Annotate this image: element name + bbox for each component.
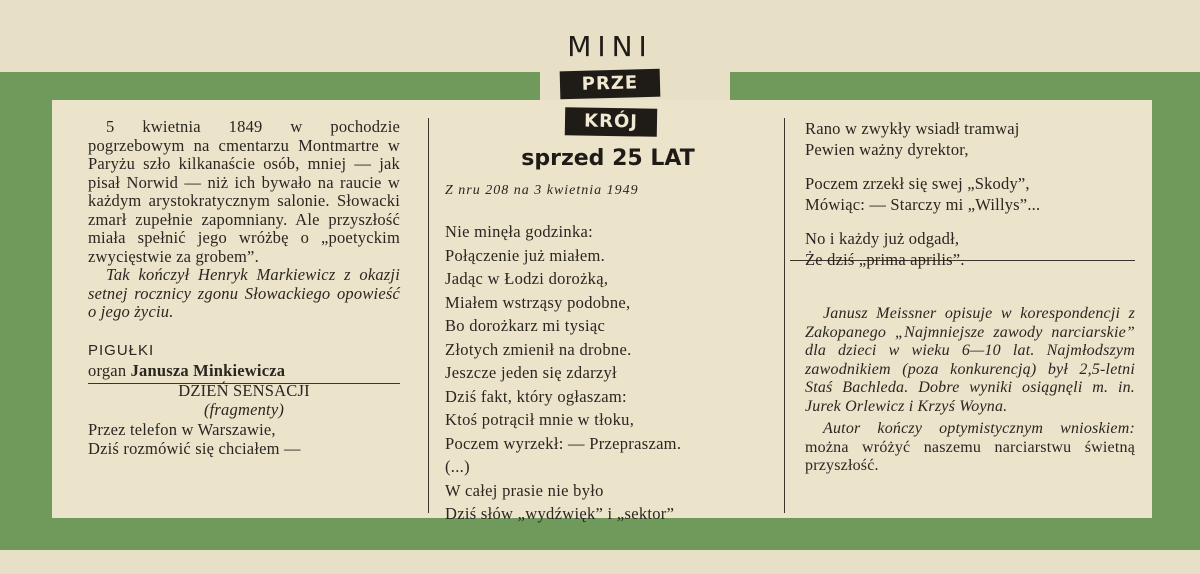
organ-prefix: organ [88,360,131,380]
poem-line: Złotych zmienił na drobne. [445,339,632,359]
poem-line: Rano w zwykły wsiadł tramwaj [805,119,1020,138]
przekroj-stamp-top: PRZE [560,69,661,100]
poem-stanza [805,118,1135,160]
organ-line [88,362,400,381]
mini-heading: MINI [567,30,653,63]
conclusion-paragraph [805,420,1135,476]
poem-line: Jadąc w Łodzi dorożką, [445,269,609,288]
sprzed-25-lat-heading: sprzed 25 LAT [521,146,695,171]
poem-line: Mówiąc: — Starczy mi „Willys”... [805,195,1041,214]
poem-stanza [805,228,1135,270]
poem-line: Bo dorożkarz mi tysiąc [445,316,606,335]
poem-line: Dziś słów „wydźwięk” i „sektor” [445,504,675,523]
column-divider-right [784,118,785,513]
poem-line: Dziś rozmówić się chciałem — [88,438,301,458]
meissner-paragraph: Janusz Meissner opisuje w korespondencji z Zakopanego „Najmniejsze zawody narciarskie” dla dzieci w wieku 6—10 lat. Najmłodszym zawodnikiem (poza konkurencją) był 2,5-letni Staś Bachleda. Dobre wyniki osiągnęli m. in. Jurek Orlewicz i Krzyś Woyna. [805,305,1135,415]
poem-line: Poczem zrzekł się swej „Skody”, [805,174,1030,193]
slowacki-paragraph: 5 kwietnia 1849 w pochodzie pogrzebowym na cmentarzu Montmartre w Paryżu szło kilkanaście osób, mniej — jak pisał Norwid — niż ich bywało na raucie w każdym arystokratycznym salonie. Słowacki zmarł zupełnie zapomniany. Ale przyszłość miała spełnić jego wróżbę o „poetyckim zwycięstwie za grobem”. [88,117,400,266]
pigulki-heading: PIGUŁKI [88,341,155,359]
poem-line: Miałem wstrząsy podobne, [445,292,631,312]
poem-line: Nie minęła godzinka: [445,222,594,241]
right-column [805,118,1135,476]
poem-line: No i każdy już odgadł, [805,229,960,248]
column-divider-left [428,118,429,513]
source-issue-line: Z nru 208 na 3 kwietnia 1949 [445,183,639,198]
poem-stanza [805,173,1135,215]
conclusion-italic: Autor kończy optymistycznym wnioskiem: [823,420,1135,437]
poem-title: DZIEŃ SENSACJI [178,381,310,400]
poem-line: Ktoś potrącił mnie w tłoku, [445,410,635,429]
poem-line: Połączenie już miałem. [445,245,606,265]
middle-column-poem [445,220,775,526]
poem-line: Poczem wyrzekł: — Przepraszam. [445,433,682,453]
poem-subtitle: (fragmenty) [203,399,285,419]
przekroj-stamp-bottom: KRÓJ [565,107,657,137]
poem-line: (...) [445,457,470,476]
conclusion-rest: można wróżyć naszemu narciarstwu świetną przyszłość. [805,438,1135,474]
poem-line: Pewien ważny dyrektor, [805,140,969,159]
poem-line: Dziś fakt, który ogłaszam: [445,386,627,406]
poem-line: Jeszcze jeden się zdarzył [445,363,617,382]
left-column [88,118,400,458]
organ-author: Janusza Minkiewicza [130,360,286,380]
poem-line: Przez telefon w Warszawie, [88,420,276,439]
markiewicz-paragraph: Tak kończył Henryk Markiewicz z okazji setnej rocznicy zgonu Słowackiego opowieść o jego życiu. [88,265,400,321]
poem-line: W całej prasie nie było [445,480,604,500]
poem-line: Że dziś „prima aprilis”. [805,250,965,269]
